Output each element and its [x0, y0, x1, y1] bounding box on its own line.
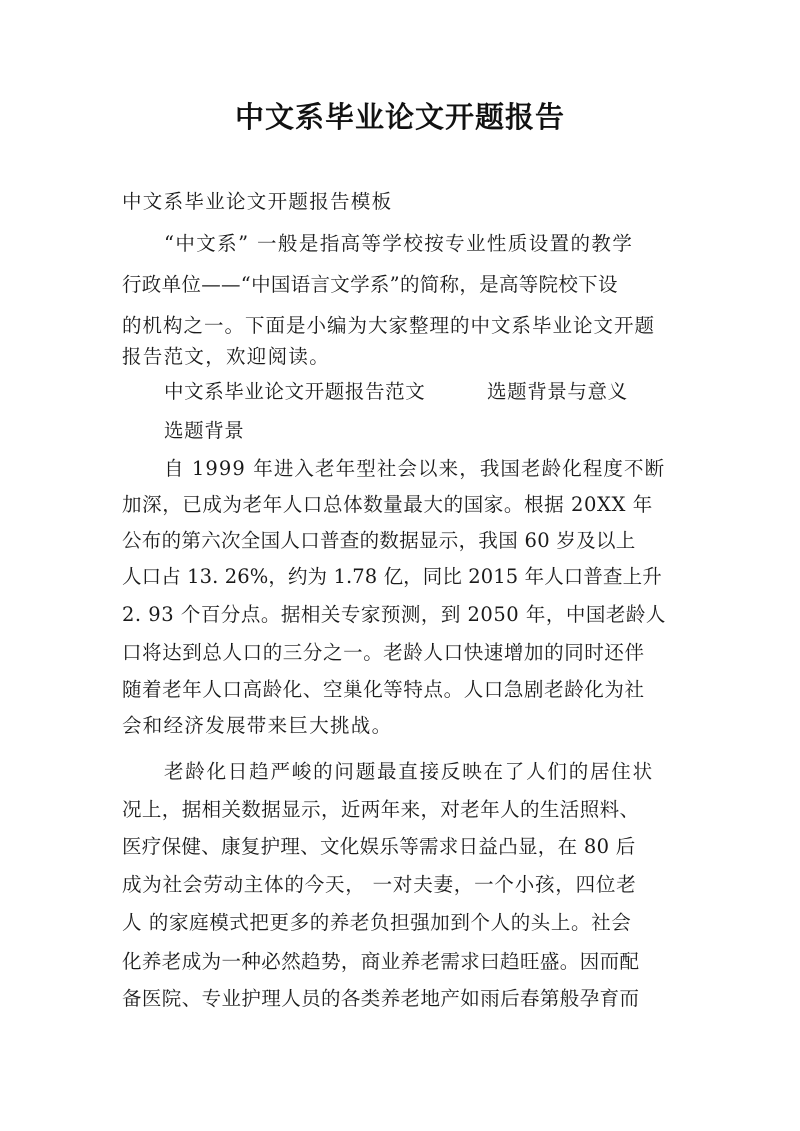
para1-line-8: 会和经济发展带来巨大挑战。 — [122, 714, 393, 737]
para2-line-6: 化养老成为一种必然趋势，商业养老需求曰趋旺盛。因而配 — [122, 950, 640, 973]
document-title: 中文系毕业论文开题报告 — [234, 100, 565, 134]
para1-line-6: 口将达到总人口的三分之一。老龄人口快速增加的同时还伴 — [122, 641, 645, 664]
para1-line-1: 自 1999 年进入老年型社会以来，我国老龄化程度不断 — [164, 457, 666, 480]
para1-line-3: 公布的第六次全国人口普查的数据显示，我国 60 岁及以上 — [122, 529, 636, 552]
para2-line-1: 老龄化日趋严峻的问题最直接反映在了人们的居住状 — [164, 760, 654, 783]
para2-line-7: 备医院、专业护理人员的各类养老地产如雨后春第般孕育而 — [122, 987, 640, 1010]
para2-line-4: 成为社会劳动主体的今天， 一对夫妻，一个小孩，四位老 — [122, 873, 637, 896]
section-heading: 中文系毕业论文开题报告范文 — [164, 380, 426, 403]
para2-line-5: 人 的家庭模式把更多的养老负担强加到个人的头上。社会 — [122, 911, 632, 934]
sub-heading: 选题背景 — [164, 419, 245, 442]
para1-line-5: 2. 93 个百分点。据相关专家预测，到 2050 年，中国老龄人 — [122, 603, 666, 626]
para2-line-3: 医疗保健、康复护理、文化娱乐等需求日益凸显，在 80 后 — [122, 835, 636, 858]
intro-line-4: 报告范文，欢迎阅读。 — [122, 345, 331, 368]
para1-line-2: 加深，已成为老年人口总体数量最大的国家。根据 20XX 年 — [122, 493, 653, 516]
intro-line-3: 的机构之一。下面是小编为大家整理的中文系毕业论文开题 — [122, 314, 656, 337]
section-heading-2: 选题背景与意义 — [487, 380, 628, 403]
subtitle: 中文系毕业论文开题报告模板 — [122, 190, 393, 213]
para2-line-2: 况上，据相关数据显示，近两年来，对老年人的生活照料、 — [122, 798, 640, 821]
intro-line-1: “中文系” 一般是指高等学校按专业性质设置的教学 — [164, 232, 634, 255]
para1-line-4: 人口占 13. 26%，约为 1.78 亿，同比 2015 年人口普查上升 — [122, 565, 662, 588]
intro-line-2: 行政单位——“中国语言文学系”的简称，是高等院校下设 — [122, 273, 618, 296]
para1-line-7: 随着老年人口高龄化、空巢化等特点。人口急剧老龄化为社 — [122, 678, 645, 701]
